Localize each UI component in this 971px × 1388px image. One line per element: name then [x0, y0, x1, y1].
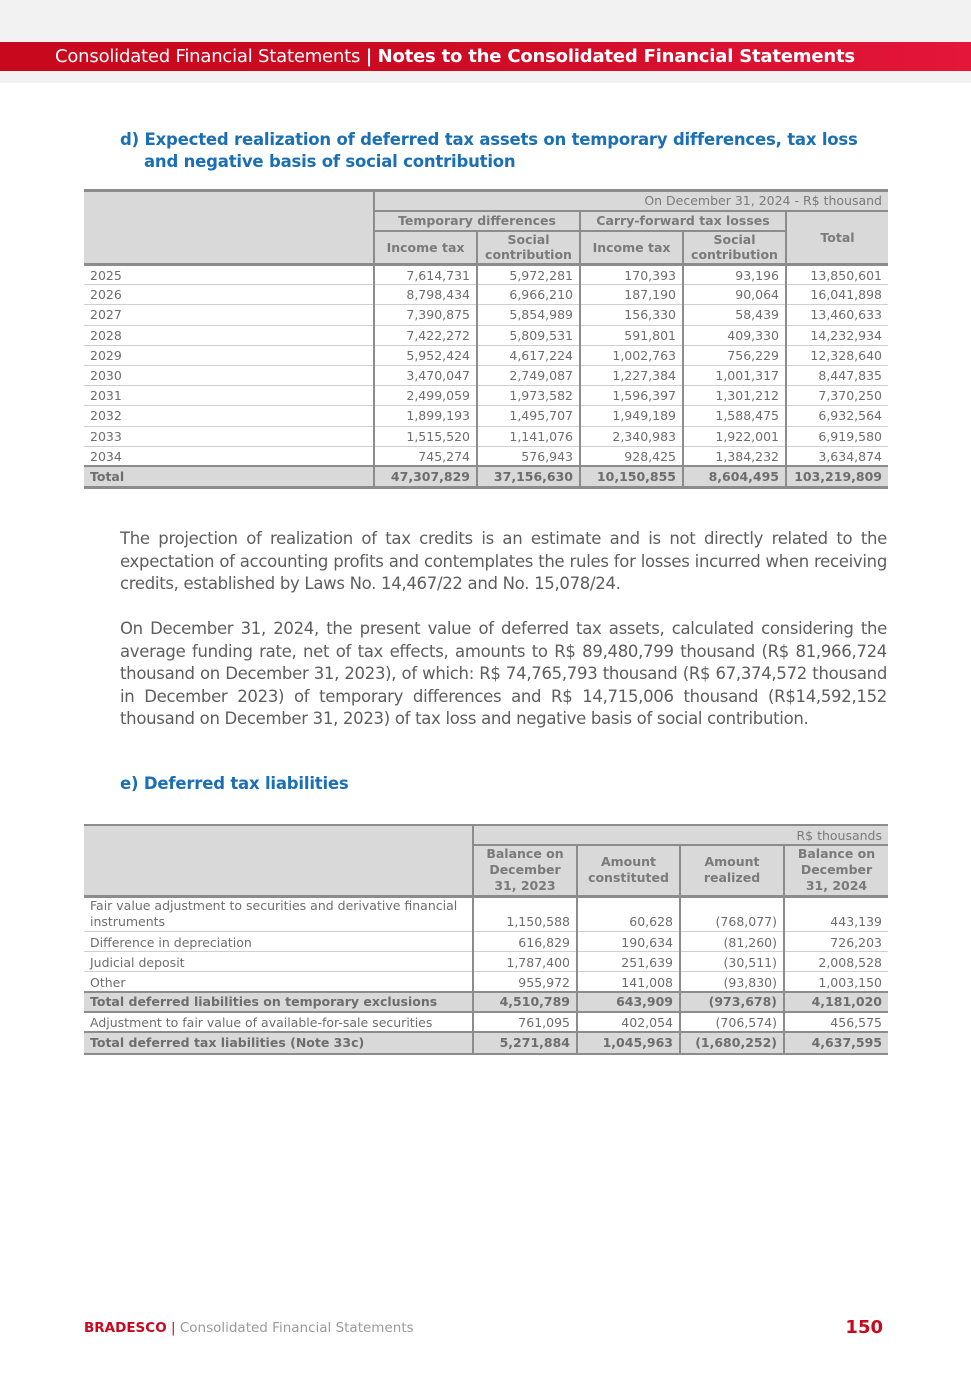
cell-td-income-tax: 1,515,520	[374, 426, 477, 446]
top-margin	[0, 0, 971, 42]
page-footer	[84, 1320, 414, 1336]
table-row	[84, 931, 888, 951]
table-unit: On December 31, 2024 - R$ thousand	[374, 191, 888, 211]
total-label: Total deferred tax liabilities (Note 33c)	[84, 1032, 473, 1054]
column-header-td-income-tax: Income tax	[374, 231, 477, 265]
cell-cf-income-tax: 1,596,397	[580, 386, 683, 406]
header-separator: |	[365, 46, 373, 67]
header-section: Consolidated Financial Statements	[55, 46, 361, 67]
table-row	[84, 265, 888, 285]
cell-cf-social: 1,301,212	[683, 386, 786, 406]
cell-constituted: 141,008	[577, 971, 680, 991]
table-row	[84, 446, 888, 466]
total-realized: (1,680,252)	[680, 1032, 784, 1054]
adjustment-realized: (706,574)	[680, 1012, 784, 1032]
subtotal-balance-2023: 4,510,789	[473, 992, 577, 1012]
table-row	[84, 285, 888, 305]
table-header-blank	[84, 191, 374, 265]
row-year: 2030	[84, 365, 374, 385]
cell-balance-2023: 616,829	[473, 931, 577, 951]
cell-cf-social: 90,064	[683, 285, 786, 305]
cell-cf-income-tax: 156,330	[580, 305, 683, 325]
adjustment-balance-2024: 456,575	[784, 1012, 888, 1032]
cell-balance-2024: 2,008,528	[784, 951, 888, 971]
total-balance-2024: 4,637,595	[784, 1032, 888, 1054]
header-banner	[0, 42, 971, 71]
cell-cf-social: 409,330	[683, 325, 786, 345]
total-td-social: 37,156,630	[477, 466, 580, 487]
cell-cf-social: 93,196	[683, 265, 786, 285]
column-header-amount-constituted: Amount constituted	[577, 845, 680, 896]
table-row	[84, 365, 888, 385]
cell-total: 6,932,564	[786, 406, 888, 426]
subtotal-realized: (973,678)	[680, 992, 784, 1012]
column-header-balance-2023: Balance on December 31, 2023	[473, 845, 577, 896]
table-row	[84, 386, 888, 406]
cell-balance-2024: 1,003,150	[784, 971, 888, 991]
cell-balance-2023: 1,150,588	[473, 896, 577, 931]
cell-cf-income-tax: 591,801	[580, 325, 683, 345]
row-label: Other	[84, 971, 473, 991]
cell-total: 16,041,898	[786, 285, 888, 305]
total-cf-social: 8,604,495	[683, 466, 786, 487]
cell-total: 13,850,601	[786, 265, 888, 285]
cell-cf-income-tax: 187,190	[580, 285, 683, 305]
subtotal-label: Total deferred liabilities on temporary exclusions	[84, 992, 473, 1012]
row-label: Fair value adjustment to securities and derivative financial instruments	[84, 896, 473, 931]
cell-td-social: 6,966,210	[477, 285, 580, 305]
cell-cf-income-tax: 170,393	[580, 265, 683, 285]
cell-balance-2023: 955,972	[473, 971, 577, 991]
cell-total: 6,919,580	[786, 426, 888, 446]
cell-cf-income-tax: 2,340,983	[580, 426, 683, 446]
cell-constituted: 60,628	[577, 896, 680, 931]
page-number: 150	[845, 1317, 883, 1338]
cell-cf-income-tax: 928,425	[580, 446, 683, 466]
deferred-tax-assets-table	[84, 189, 888, 489]
cell-cf-social: 1,922,001	[683, 426, 786, 446]
cell-balance-2023: 1,787,400	[473, 951, 577, 971]
adjustment-row	[84, 1012, 888, 1032]
cell-total: 8,447,835	[786, 365, 888, 385]
cell-total: 3,634,874	[786, 446, 888, 466]
total-grand: 103,219,809	[786, 466, 888, 487]
paragraph-projection-note: The projection of realization of tax credits is an estimate and is not directly related to the expectation of accounting profits and contemplates the rules for losses incurred when receiving credits, established by Laws No. 14,467/22 and No. 15,078/24.	[120, 529, 887, 593]
cell-td-income-tax: 5,952,424	[374, 345, 477, 365]
table-row	[84, 971, 888, 991]
cell-td-income-tax: 745,274	[374, 446, 477, 466]
total-cf-income-tax: 10,150,855	[580, 466, 683, 487]
cell-td-social: 2,749,087	[477, 365, 580, 385]
row-label: Difference in depreciation	[84, 931, 473, 951]
cell-td-social: 5,854,989	[477, 305, 580, 325]
table-row	[84, 325, 888, 345]
section-d-title-line1: d) Expected realization of deferred tax assets on temporary differences, tax loss	[120, 130, 858, 149]
total-constituted: 1,045,963	[577, 1032, 680, 1054]
total-td-income-tax: 47,307,829	[374, 466, 477, 487]
cell-td-social: 4,617,224	[477, 345, 580, 365]
adjustment-constituted: 402,054	[577, 1012, 680, 1032]
column-header-balance-2024: Balance on December 31, 2024	[784, 845, 888, 896]
footer-separator: |	[170, 1320, 176, 1336]
cell-cf-social: 1,001,317	[683, 365, 786, 385]
cell-cf-social: 1,588,475	[683, 406, 786, 426]
group-header-carry-forward: Carry-forward tax losses	[580, 211, 786, 231]
cell-td-social: 5,972,281	[477, 265, 580, 285]
row-year: 2028	[84, 325, 374, 345]
table-row	[84, 896, 888, 931]
cell-constituted: 190,634	[577, 931, 680, 951]
footer-doc-title: Consolidated Financial Statements	[179, 1320, 414, 1336]
cell-cf-social: 756,229	[683, 345, 786, 365]
group-header-temporary-differences: Temporary differences	[374, 211, 580, 231]
subtotal-balance-2024: 4,181,020	[784, 992, 888, 1012]
column-header-cf-social: Social contribution	[683, 231, 786, 265]
row-year: 2033	[84, 426, 374, 446]
header-subsection: Notes to the Consolidated Financial Statements	[377, 46, 855, 67]
table-header-blank	[84, 825, 473, 896]
table-unit: R$ thousands	[473, 825, 888, 845]
adjustment-label: Adjustment to fair value of available-for-sale securities	[84, 1012, 473, 1032]
cell-total: 12,328,640	[786, 345, 888, 365]
row-year: 2034	[84, 446, 374, 466]
cell-td-social: 1,495,707	[477, 406, 580, 426]
cell-td-income-tax: 7,422,272	[374, 325, 477, 345]
adjustment-balance-2023: 761,095	[473, 1012, 577, 1032]
cell-td-social: 5,809,531	[477, 325, 580, 345]
cell-balance-2024: 443,139	[784, 896, 888, 931]
total-label: Total	[84, 466, 374, 487]
cell-td-social: 1,141,076	[477, 426, 580, 446]
cell-constituted: 251,639	[577, 951, 680, 971]
column-header-total: Total	[786, 211, 888, 265]
cell-td-income-tax: 8,798,434	[374, 285, 477, 305]
table-row	[84, 406, 888, 426]
cell-total: 13,460,633	[786, 305, 888, 325]
cell-cf-income-tax: 1,227,384	[580, 365, 683, 385]
cell-total: 7,370,250	[786, 386, 888, 406]
cell-td-social: 1,973,582	[477, 386, 580, 406]
cell-td-income-tax: 3,470,047	[374, 365, 477, 385]
table-row	[84, 305, 888, 325]
table-row	[84, 426, 888, 446]
row-label: Judicial deposit	[84, 951, 473, 971]
table-row	[84, 951, 888, 971]
row-year: 2032	[84, 406, 374, 426]
row-year: 2029	[84, 345, 374, 365]
cell-total: 14,232,934	[786, 325, 888, 345]
row-year: 2027	[84, 305, 374, 325]
cell-td-social: 576,943	[477, 446, 580, 466]
cell-cf-social: 1,384,232	[683, 446, 786, 466]
row-year: 2025	[84, 265, 374, 285]
paragraph-present-value: On December 31, 2024, the present value of deferred tax assets, calculated considering the average funding rate, net of tax effects, amounts to R$ 89,480,799 thousand (R$ 81,966,724 thousand on December 31, 2023), of which: R$ 74,765,793 thousand (R$ 67,374,572 thousand in December 2023) of temporary differences and R$ 14,715,006 thousand (R$14,592,152 thousand on December 31, 2023) of tax loss and negative basis of social contribution.	[120, 619, 887, 728]
header-underline-strip	[0, 71, 971, 83]
cell-td-income-tax: 2,499,059	[374, 386, 477, 406]
cell-cf-income-tax: 1,002,763	[580, 345, 683, 365]
cell-realized: (768,077)	[680, 896, 784, 931]
column-header-td-social: Social contribution	[477, 231, 580, 265]
table-row	[84, 345, 888, 365]
subtotal-constituted: 643,909	[577, 992, 680, 1012]
total-row	[84, 1032, 888, 1054]
cell-td-income-tax: 7,614,731	[374, 265, 477, 285]
cell-td-income-tax: 1,899,193	[374, 406, 477, 426]
cell-realized: (81,260)	[680, 931, 784, 951]
cell-td-income-tax: 7,390,875	[374, 305, 477, 325]
cell-balance-2024: 726,203	[784, 931, 888, 951]
column-header-amount-realized: Amount realized	[680, 845, 784, 896]
cell-realized: (93,830)	[680, 971, 784, 991]
subtotal-row	[84, 992, 888, 1012]
footer-brand: BRADESCO	[84, 1320, 167, 1336]
section-e-title: e) Deferred tax liabilities	[120, 774, 349, 793]
column-header-cf-income-tax: Income tax	[580, 231, 683, 265]
section-d-title-line2: and negative basis of social contribution	[144, 152, 516, 171]
row-year: 2026	[84, 285, 374, 305]
cell-cf-income-tax: 1,949,189	[580, 406, 683, 426]
cell-cf-social: 58,439	[683, 305, 786, 325]
section-d-title	[120, 129, 858, 173]
row-year: 2031	[84, 386, 374, 406]
deferred-tax-liabilities-table	[84, 824, 888, 1055]
cell-realized: (30,511)	[680, 951, 784, 971]
total-balance-2023: 5,271,884	[473, 1032, 577, 1054]
table-total-row	[84, 466, 888, 487]
